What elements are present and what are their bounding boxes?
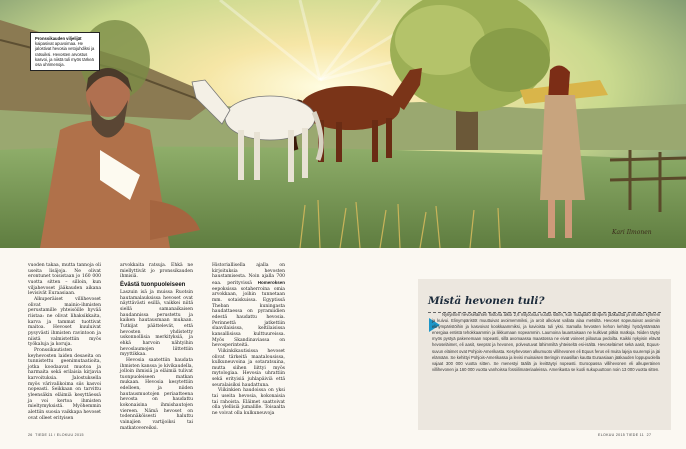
article-column-2 — [120, 263, 193, 431]
page-number-left: 26 — [28, 433, 33, 437]
sidebar-title: Mistä hevonen tuli? — [428, 295, 545, 307]
artist-signature: Kari Ilmonen — [612, 229, 652, 236]
article-column-1 — [28, 263, 101, 421]
paragraph: arvokkaita ratsuja. Ehkä ne miellyttivät jo pronssikauden ihmisiä. — [120, 263, 193, 280]
page-number-right: 27 — [646, 433, 652, 437]
sidebar-box — [418, 279, 671, 430]
folio-left — [28, 433, 84, 437]
article-column-3 — [212, 263, 285, 417]
caption-text: kaipasivat apuvoimaa. He jalostivat hevosia vetojuhdiksi ja ratsuiksi. Hevosten arvostus kasvoi, ja niistä tuli myös tärkeä osa uhrimenoja. — [35, 41, 95, 68]
paragraph: Viikinkikautisissa hevoset olivat tärkeitä maatalousissa, kulkuneuvoina ja sotaratsuina, mutta siihen liittyi myös mytologiaa. Hevosia uhrattiin sekä erityisiä juhlapäiviä että seuralaisiksi haudattuna. — [212, 348, 285, 388]
paragraph: vuoden takaa, mutta tannoja oli useita lisäjoja. Ne olivat erontunet toisistaan jo 160 000 vuotta sitten – silloin, kun viljahevoset jääkauden aikana levisivät Euraasiaan. — [28, 263, 101, 297]
paragraph: Pronssikautisten keyhevosten laiden desaeita on tunnistettu geenimutaatioita, jotka koodaavat muotoa ja harmaita sekä erilaisia kirjavia karvoituksia. Jalostuksella myös värivalikoima siis kasvoi nopeasti. Seikkaan on tarvittu yleensäkin eläimiä kesyttäessä ja voi kertoa ihmisten mieltymyksistä. Myöhemmin alettiin suosia vaikkapa hevoset ovat olleet erityisen — [28, 347, 101, 421]
issue-left: TIEDE 11 / ELOKUU 2015 — [35, 433, 84, 437]
text-run: Historiallisella ajalla on kirjoituksia hevosten haustamisesta. Noin ajalla 700 eaa. perityvissä — [212, 263, 285, 286]
folio-right — [598, 433, 651, 437]
paragraph — [212, 263, 285, 349]
caption-bold: Pronssikauden viljelijät — [35, 36, 82, 41]
sidebar-text: Nykyisten hevoseläinten historia alkoi 2,6 miljoonaa vuotta sitten, kun maapallo lämpeni jääkautta ja ilmasto kylmeni ja kuivui. Elinympäristöt muuttuivat avoimemmiksi, ja aroit alkoivat vallata alaa metsiltä. Hevoset sopeutuivat avoimiin elinympäristöihin ja kasvoivat kookkaammiksi, ja kavioista tuli yksi. Samalla hevosten kehon kehittyi hyödyntämään energiaa entistä tehokkaammin ja liikkumaan nopeammin. Laumoina lauantaisaan ne kulkivat pitkiä matkoja. Niiden täytyi myös pystyä pakenemaan nopeasti, sillä avomaassa maastossa ne eivät voineet piiloutua pedoilta. Kaikki nykyisin elävät hevoseläimet, eli aasit, seeprat ja hevonen, polveutuvat lähimmiltä yhteiseltä esi-isältä. Hevoseläimet sekä aasit, Equus-suvun eläimet ovat Pohjois-Amerikasta. Kesyhevosen alkumuoto villihevonen eli Equus ferus eli muita lajeja suurempi ja jäi elämään. Se kehittyi Pohjois-Amerikassa ja levisi muinaisen Beringin maasillan kautta Euraasiaan jääkauden loppupuolella vajaat 300 000 vuotta sitten. Se menestyi täällä ja levittäytyi nopeasti. Euroopassa villihevonen eli alkuperäinen villihevonen ja 160 000 vuotta vanhoissa fossiilimateriaaleissa. Amerikasta se kuoli sukupuuttoon noin 13 000 vuotta sitten. — [432, 312, 660, 372]
paragraph: Laszuin isä ja muissa Ruotsin hautamalauksissa hevoset ovat näyttävästi esillä, vaikkei niitä siellä samanaikaisen haudannissa perustettu ja kaiken hautausmaan mukaan. Tutkijat päättelevät, että hevosten yhdistetty uskonnollisia merkityksiä, ja ehkä harvoin nähtyihin hevoslaumojen liittettiin myyttikkaa. — [120, 289, 193, 358]
paragraph: Alkuperäiset villihevoset olivat mainio-ihmisten perustamille yhteisöille hyvää riistaa: ne olivat lihaksikkaita, karva ja tammat tuottivat maitoa. Hevoset kuuluivat pysyvästi ihmisten ravintoon ja niistä valmistettiin myös työkaluja ja koruja. — [28, 296, 101, 348]
bold-term: Homeroksen — [257, 279, 285, 285]
illustration-caption — [30, 32, 100, 71]
text-run: eepoksissa sotaherroina omia arvokkaan, joihin tunnetaan mm. sotaiskuissa. Egyptissä Theban kuningasta haudattaessa on pyramiidien edestä haudattu hevosia. Perinnettä jatkettiin slaavilaisissa, keltilaisissa kansallisissa kulttuureissa. Myös Skandinaviassa on hevosperinteitä. — [212, 286, 285, 349]
paragraph: Hevosia saatettiin haudata ihmisten kanssa jo kivikaudella, jolloin ihmisiä ja eläimiä tulivat tuonpuoleiseen matkan mukaan. Hevosia kesytettiin edelleen, ja niiden hautausmuotojen periaatteena hevosta on haudattu kokonaisina ihmishautojen viereen. Nämä hevoset on todennäköisesti haluttu vainajien vartijoiksi tai matkatovereiksi. — [120, 357, 193, 431]
paragraph: Viikinkien haudoissa on yksi tai useita hevosia, kokonaisia tai rahoista. Eläimet saattoivat olla ylellisiä jumalille. Toisaalta ne voivat olla kulkuneuvoja — [212, 388, 285, 417]
issue-right: ELOKUU 2015 TIEDE 11 — [598, 433, 645, 437]
subheading: Ėvästä tuonpuoleiseen — [120, 281, 186, 288]
